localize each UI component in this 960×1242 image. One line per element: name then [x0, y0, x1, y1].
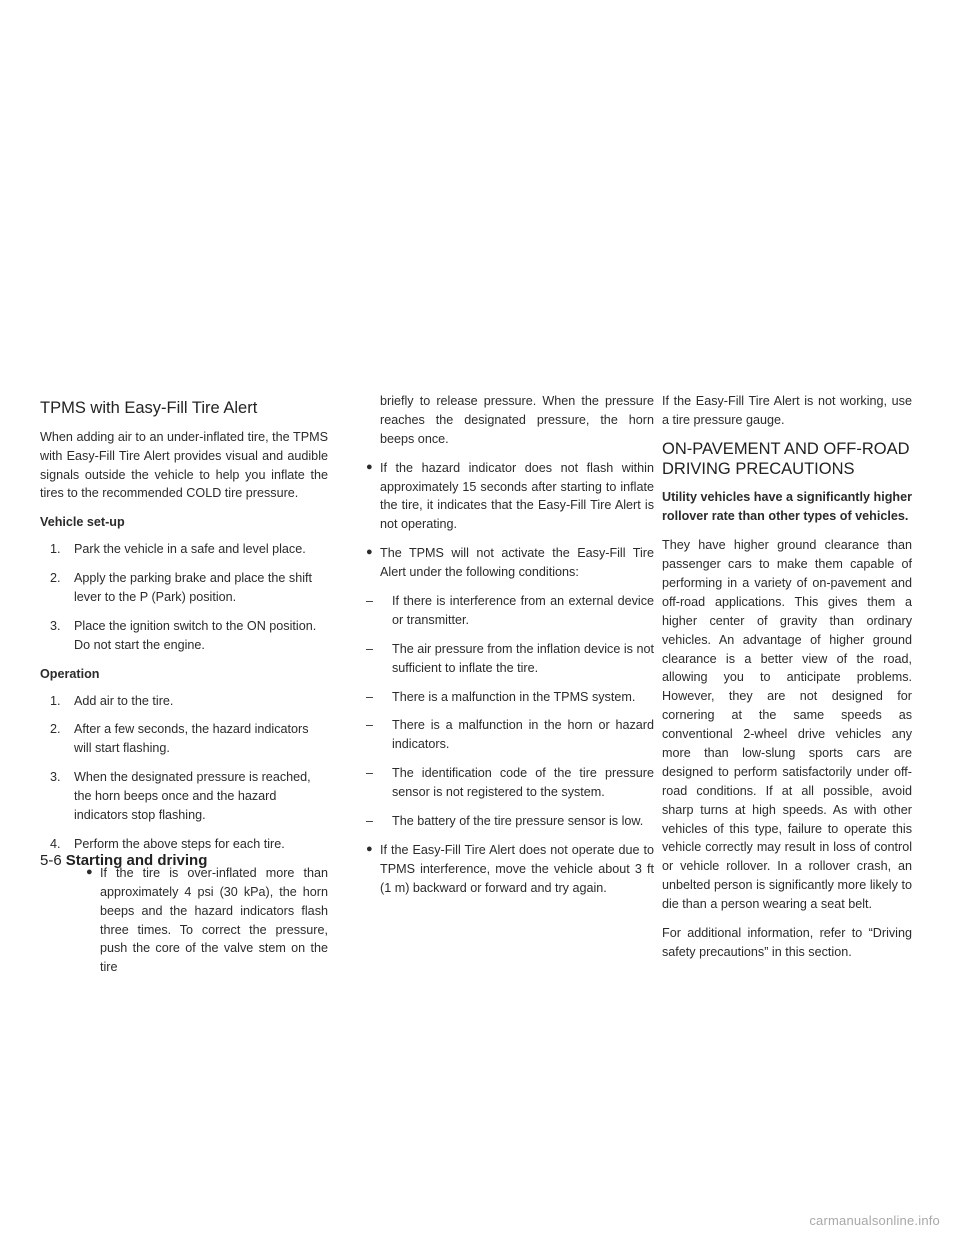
intro-paragraph: When adding air to an under-inflated tire, the TPMS with Easy-Fill Tire Alert provides visual and audible signals outside the vehicle to help you inflate the tires to the recommended COLD tire pressure. [40, 429, 328, 501]
bullet-icon: ● [366, 546, 373, 559]
dash-icon: – [366, 766, 374, 781]
dash-icon: – [366, 641, 374, 656]
operation-step: 4. Perform the above steps for each tire. [50, 836, 285, 851]
condition-item: – The identification code of the tire pressure sensor is not registered to the system. [366, 766, 654, 800]
dash-icon: – [366, 594, 374, 609]
operation-step: 1. Add air to the tire. [50, 693, 174, 708]
bullet-icon: ● [86, 865, 93, 878]
bullet-tpms-interference: ● If the Easy-Fill Tire Alert does not operate due to TPMS interference, move the vehicle about 3 ft (1 m) backward or forward and try again. [366, 842, 654, 895]
dash-icon: – [366, 718, 374, 733]
bullet-hazard-not-flash: ● If the hazard indicator does not flash within approximately 15 seconds after starting to inflate the tire, it indicates that the Easy-Fill Tire Alert is not operating. [366, 460, 654, 532]
bullet-icon: ● [366, 460, 373, 473]
rollover-warning: Utility vehicles have a significantly higher rollover rate than other types of vehicles. [662, 490, 912, 524]
column-2 [366, 392, 654, 908]
ground-clearance-paragraph: They have higher ground clearance than passenger cars to make them capable of performing in a variety of on-pavement and off-road applications. This gives them a higher center of gravity than ordinary vehicles. An advantage of higher ground clearance is a better view of the road, allowing you to anticipate problems. However, they are not designed for cornering at the same speeds as conventional 2-wheel drive vehicles any more than low-slung sports cars are designed to perform satisfactorily under off-road conditions. If at all possible, avoid sharp turns at high speeds. As with other vehicles of this type, failure to operate this vehicle correctly may result in loss of control or vehicle rollover. In a rollover crash, an unbelted person is significantly more likely to die than a person wearing a seat belt. [662, 538, 912, 912]
operation-heading: Operation [40, 666, 100, 681]
setup-step: 3. Place the ignition switch to the ON position. Do not start the engine. [50, 618, 317, 652]
watermark: carmanualsonline.info [809, 1213, 940, 1228]
bullet-over-inflated-continued: briefly to release pressure. When the pressure reaches the designated pressure, the horn beeps once. [380, 394, 654, 446]
condition-item: – The battery of the tire pressure sensor is low. [366, 812, 654, 831]
bullet-icon: ● [366, 842, 373, 855]
condition-item: – If there is interference from an external device or transmitter. [366, 594, 654, 627]
gauge-note: If the Easy-Fill Tire Alert is not working, use a tire pressure gauge. [662, 394, 912, 427]
condition-item: – The air pressure from the inflation device is not sufficient to inflate the tire. [366, 641, 654, 675]
column-1 [40, 399, 328, 987]
bullet-over-inflated: ● If the tire is over-inflated more than approximately 4 psi (30 kPa), the horn beeps and the hazard indicators flash three times. To correct the pressure, push the core of the valve stem on the tire [86, 865, 328, 975]
setup-step: 1. Park the vehicle in a safe and level place. [50, 542, 306, 557]
operation-step: 2. After a few seconds, the hazard indicators will start flashing. [50, 722, 309, 756]
reference-paragraph: For additional information, refer to “Driving safety precautions” in this section. [662, 925, 912, 959]
section-title-driving-precautions: ON-PAVEMENT AND OFF-ROAD DRIVING PRECAUTIONS [662, 439, 910, 478]
condition-item: – There is a malfunction in the horn or hazard indicators. [366, 718, 654, 752]
section-title-tpms: TPMS with Easy-Fill Tire Alert [40, 399, 258, 417]
setup-step: 2. Apply the parking brake and place the shift lever to the P (Park) position. [50, 571, 313, 605]
section-name: Starting and driving [65, 852, 208, 869]
dash-icon: – [366, 814, 374, 829]
dash-icon: – [366, 689, 374, 704]
operation-step: 3. When the designated pressure is reached, the horn beeps once and the hazard indicators stop flashing. [50, 770, 311, 823]
bullet-tpms-conditions: ● The TPMS will not activate the Easy-Fill Tire Alert under the following conditions: [366, 546, 654, 580]
condition-item: – There is a malfunction in the TPMS system. [366, 688, 654, 707]
page-footer [40, 850, 207, 873]
page-number: 5-6 [40, 852, 62, 869]
column-3 [662, 392, 912, 972]
vehicle-setup-heading: Vehicle set-up [40, 515, 125, 530]
